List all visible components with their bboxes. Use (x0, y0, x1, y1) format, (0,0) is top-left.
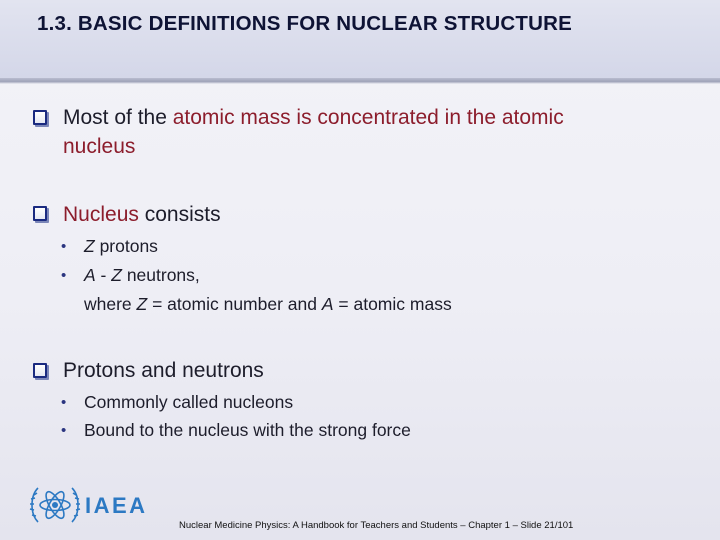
symbol-z: Z (136, 294, 148, 314)
symbol-a: A (84, 265, 96, 285)
symbol-a: A (321, 294, 334, 314)
square-bullet-icon (33, 110, 47, 125)
sub-text: where (84, 294, 137, 314)
sub-bullet-dot: • (61, 422, 67, 439)
iaea-wordmark: IAEA (85, 493, 148, 518)
bullet-1-line-1 (63, 106, 564, 130)
symbol-z: Z (111, 265, 122, 285)
slide-footer: Nuclear Medicine Physics: A Handbook for Teachers and Students – Chapter 1 – Slide 21/101 (179, 520, 574, 531)
slide-title: 1.3. BASIC DEFINITIONS FOR NUCLEAR STRUCTURE (37, 12, 572, 35)
bullet-3-line: Protons and neutrons (63, 359, 264, 382)
sub-bullet-nucleons: Commonly called nucleons (84, 392, 294, 412)
sub-text: neutrons, (121, 265, 200, 285)
bullet-2-plain: consists (138, 203, 221, 226)
iaea-logo (28, 482, 82, 533)
sub-bullet-protons (84, 236, 158, 257)
sub-bullet-definition (84, 294, 452, 315)
title-divider (0, 78, 720, 84)
sub-text: = atomic mass (333, 294, 452, 314)
iaea-atom-icon (28, 482, 82, 528)
sub-bullet-dot: • (61, 267, 67, 284)
sub-bullet-dot: • (61, 394, 67, 411)
sub-text: - (95, 265, 112, 285)
square-bullet-icon (33, 206, 47, 221)
bullet-2-highlight: Nucleus (63, 203, 139, 226)
sub-bullet-dot: • (61, 238, 67, 255)
sub-bullet-neutrons (84, 265, 200, 286)
symbol-z: Z (84, 236, 95, 256)
square-bullet-icon (33, 363, 47, 378)
sub-text: = atomic number and (147, 294, 322, 314)
sub-bullet-strong-force: Bound to the nucleus with the strong force (84, 420, 411, 440)
sub-text: protons (94, 236, 158, 256)
bullet-2-line (63, 203, 221, 227)
bullet-1-plain: Most of the (63, 106, 173, 129)
bullet-1-line-2: nucleus (63, 135, 136, 158)
bullet-1-highlight: atomic mass is concentrated in the atomic (172, 106, 564, 129)
